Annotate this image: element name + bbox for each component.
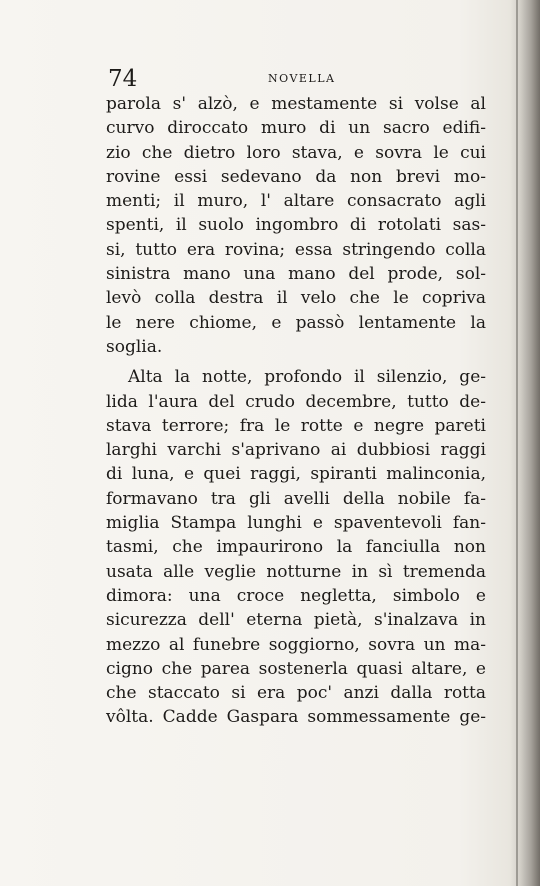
text-line: lida l'aura del crudo decembre, tutto de-	[106, 391, 486, 412]
page-header	[108, 66, 488, 92]
text-line: dimora: una croce negletta, simbolo e	[106, 585, 486, 606]
text-line: soglia.	[106, 336, 163, 357]
text-line: miglia Stampa lunghi e spaventevoli fan-	[106, 513, 486, 534]
text-line: spenti, il suolo ingombro di rotolati sas-	[106, 215, 486, 236]
text-line: formavano tra gli avelli della nobile fa-	[106, 488, 486, 509]
body-text	[106, 92, 486, 730]
text-line: levò colla destra il velo che le copriva	[106, 288, 486, 309]
text-line: menti; il muro, l' altare consacrato agli	[106, 191, 486, 212]
text-line: Alta la notte, profondo il silenzio, ge-	[128, 367, 486, 388]
text-line: sicurezza dell' eterna pietà, s'inalzava in	[106, 610, 486, 631]
binding-shadow	[510, 0, 540, 886]
text-line: sinistra mano una mano del prode, sol-	[106, 264, 486, 285]
running-head: NOVELLA	[268, 72, 336, 85]
text-line: vôlta. Cadde Gaspara sommessamente ge-	[106, 707, 486, 728]
text-line: di luna, e quei raggi, spiranti malinconia,	[106, 464, 486, 485]
text-line: parola s' alzò, e mestamente si volse al	[106, 94, 486, 114]
text-line: curvo diroccato muro di un sacro edifi-	[106, 118, 486, 139]
text-line: larghi varchi s'aprivano ai dubbiosi raggi	[106, 440, 486, 461]
text-line: che staccato si era poc' anzi dalla rotta	[106, 683, 486, 704]
text-line: tasmi, che impaurirono la fanciulla non	[106, 537, 486, 558]
text-line: zio che dietro loro stava, e sovra le cui	[106, 142, 486, 163]
text-line: le nere chiome, e passò lentamente la	[106, 312, 486, 333]
text-line: rovine essi sedevano da non brevi mo-	[106, 166, 486, 187]
text-line: cigno che parea sostenerla quasi altare, e	[106, 658, 486, 679]
page-number: 74	[108, 66, 138, 92]
text-line: mezzo al funebre soggiorno, sovra un ma-	[106, 634, 486, 655]
paragraph-2	[106, 365, 486, 729]
text-line: usata alle veglie notturne in sì tremenda	[106, 561, 486, 582]
text-line: stava terrore; fra le rotte e negre pareti	[106, 415, 486, 436]
text-line: si, tutto era rovina; essa stringendo colla	[106, 239, 486, 260]
paragraph-1	[106, 92, 486, 359]
binding-fold-line	[516, 0, 518, 886]
